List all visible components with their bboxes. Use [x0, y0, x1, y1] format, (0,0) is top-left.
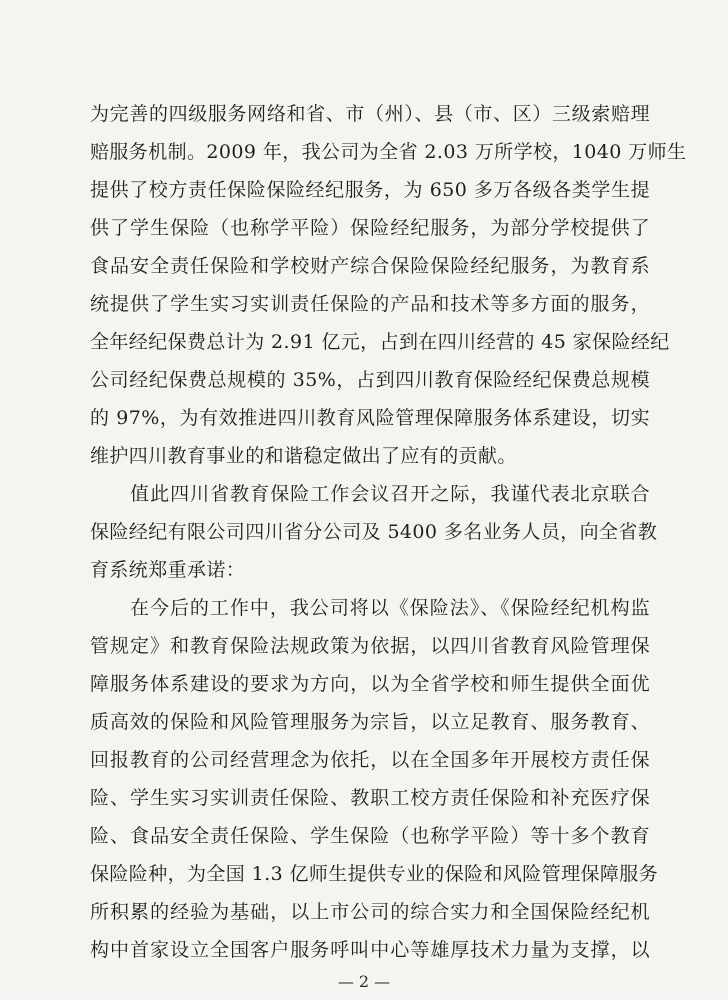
text-line: 管规定》和教育保险法规政策为依据，以四川省教育风险管理保 [90, 635, 650, 657]
text-line: 构中首家设立全国客户服务呼叫中心等雄厚技术力量为支撑，以 [90, 939, 650, 961]
text-line: 险、学生实习实训责任保险、教职工校方责任保险和补充医疗保 [90, 787, 650, 809]
text-line: 供了学生保险（也称学平险）保险经纪服务，为部分学校提供了 [90, 217, 650, 239]
text-line: 维护四川教育事业的和谐稳定做出了应有的贡献。 [90, 445, 517, 467]
text-line: 保险经纪有限公司四川省分公司及 5400 多名业务人员，向全省教 [90, 521, 658, 543]
text-line: 质高效的保险和风险管理服务为宗旨，以立足教育、服务教育、 [90, 711, 650, 733]
text-line: 提供了校方责任保险保险经纪服务，为 650 多万各级各类学生提 [90, 179, 650, 201]
text-line: 的 97%，为有效推进四川教育风险管理保障服务体系建设，切实 [90, 407, 650, 429]
text-line: 在今后的工作中，我公司将以《保险法》、《保险经纪机构监 [90, 597, 650, 619]
text-line: 回报教育的公司经营理念为依托，以在全国多年开展校方责任保 [90, 749, 650, 771]
text-line: 育系统郑重承诺： [90, 559, 246, 581]
text-line: 全年经纪保费总计为 2.91 亿元，占到在四川经营的 45 家保险经纪 [90, 331, 670, 353]
text-line: 统提供了学生实习实训责任保险的产品和技术等多方面的服务， [90, 293, 650, 315]
text-line: 险、食品安全责任保险、学生保险（也称学平险）等十多个教育 [90, 825, 650, 847]
page-number: — 2 — [337, 972, 391, 991]
text-line: 为完善的四级服务网络和省、市（州）、县（市、区）三级索赔理 [90, 103, 650, 125]
text-line: 值此四川省教育保险工作会议召开之际，我谨代表北京联合 [90, 483, 650, 505]
text-line: 所积累的经验为基础，以上市公司的综合实力和全国保险经纪机 [90, 901, 650, 923]
text-line: 赔服务机制。2009 年，我公司为全省 2.03 万所学校，1040 万师生 [90, 141, 687, 163]
text-line: 障服务体系建设的要求为方向，以为全省学校和师生提供全面优 [90, 673, 650, 695]
text-line: 保险险种，为全国 1.3 亿师生提供专业的保险和风险管理保障服务 [90, 863, 659, 885]
text-line: 公司经纪保费总规模的 35%，占到四川教育保险经纪保费总规模 [90, 369, 650, 391]
text-line: 食品安全责任保险和学校财产综合保险保险经纪服务，为教育系 [90, 255, 650, 277]
